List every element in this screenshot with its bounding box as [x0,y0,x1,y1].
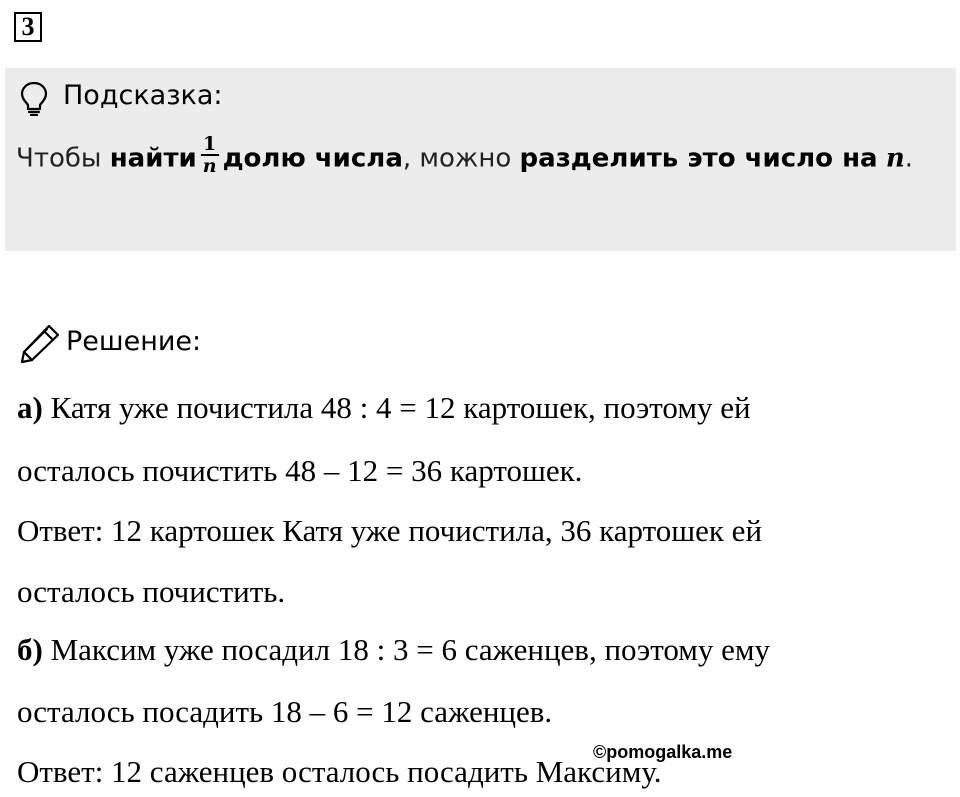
lightbulb-icon [17,80,51,116]
solution-line-text: осталось посадить 18 – 6 = 12 саженцев. [17,694,553,729]
part-label-b: б) [17,632,43,667]
hint-text-end: . [904,143,914,174]
hint-title: Подсказка: [63,80,223,111]
answer-line [17,513,762,549]
hint-bold-divide: разделить это число на [519,143,878,174]
solution-line [17,694,552,730]
hint-text-prefix: Чтобы [16,143,102,174]
solution-title: Решение: [66,326,202,357]
watermark: ©pomogalka.me [593,742,733,762]
solution-line [17,390,751,426]
task-number: 3 [14,12,42,42]
solution-line-text: Максим уже посадил 18 : 3 = 6 саженцев, поэтому ему [42,632,771,667]
part-label-a: а) [17,390,43,425]
answer-line [17,754,661,790]
fraction-one-over-n [201,134,219,176]
solution-line-text: Ответ: 12 саженцев осталось посадить Максиму. [17,754,662,789]
fraction-numerator: 1 [203,133,217,155]
hint-text [16,133,914,180]
solution-line-text: осталось почистить. [17,574,286,609]
hint-bold-part: долю числа [222,143,403,174]
pencil-icon [18,322,62,364]
solution-line-text: Ответ: 12 картошек Катя уже почистила, 36 картошек ей [17,513,763,548]
solution-line-text: осталось почистить 48 – 12 = 36 картошек. [17,453,583,488]
hint-text-middle: , можно [402,143,512,174]
answer-line [17,574,285,610]
fraction-denominator: n [202,155,217,177]
solution-line [17,453,582,489]
hint-variable-n: n [885,143,905,174]
solution-line-text: Катя уже почистила 48 : 4 = 12 картошек, поэтому ей [42,390,751,425]
hint-bold-find: найти [109,143,197,174]
solution-line [17,632,770,668]
